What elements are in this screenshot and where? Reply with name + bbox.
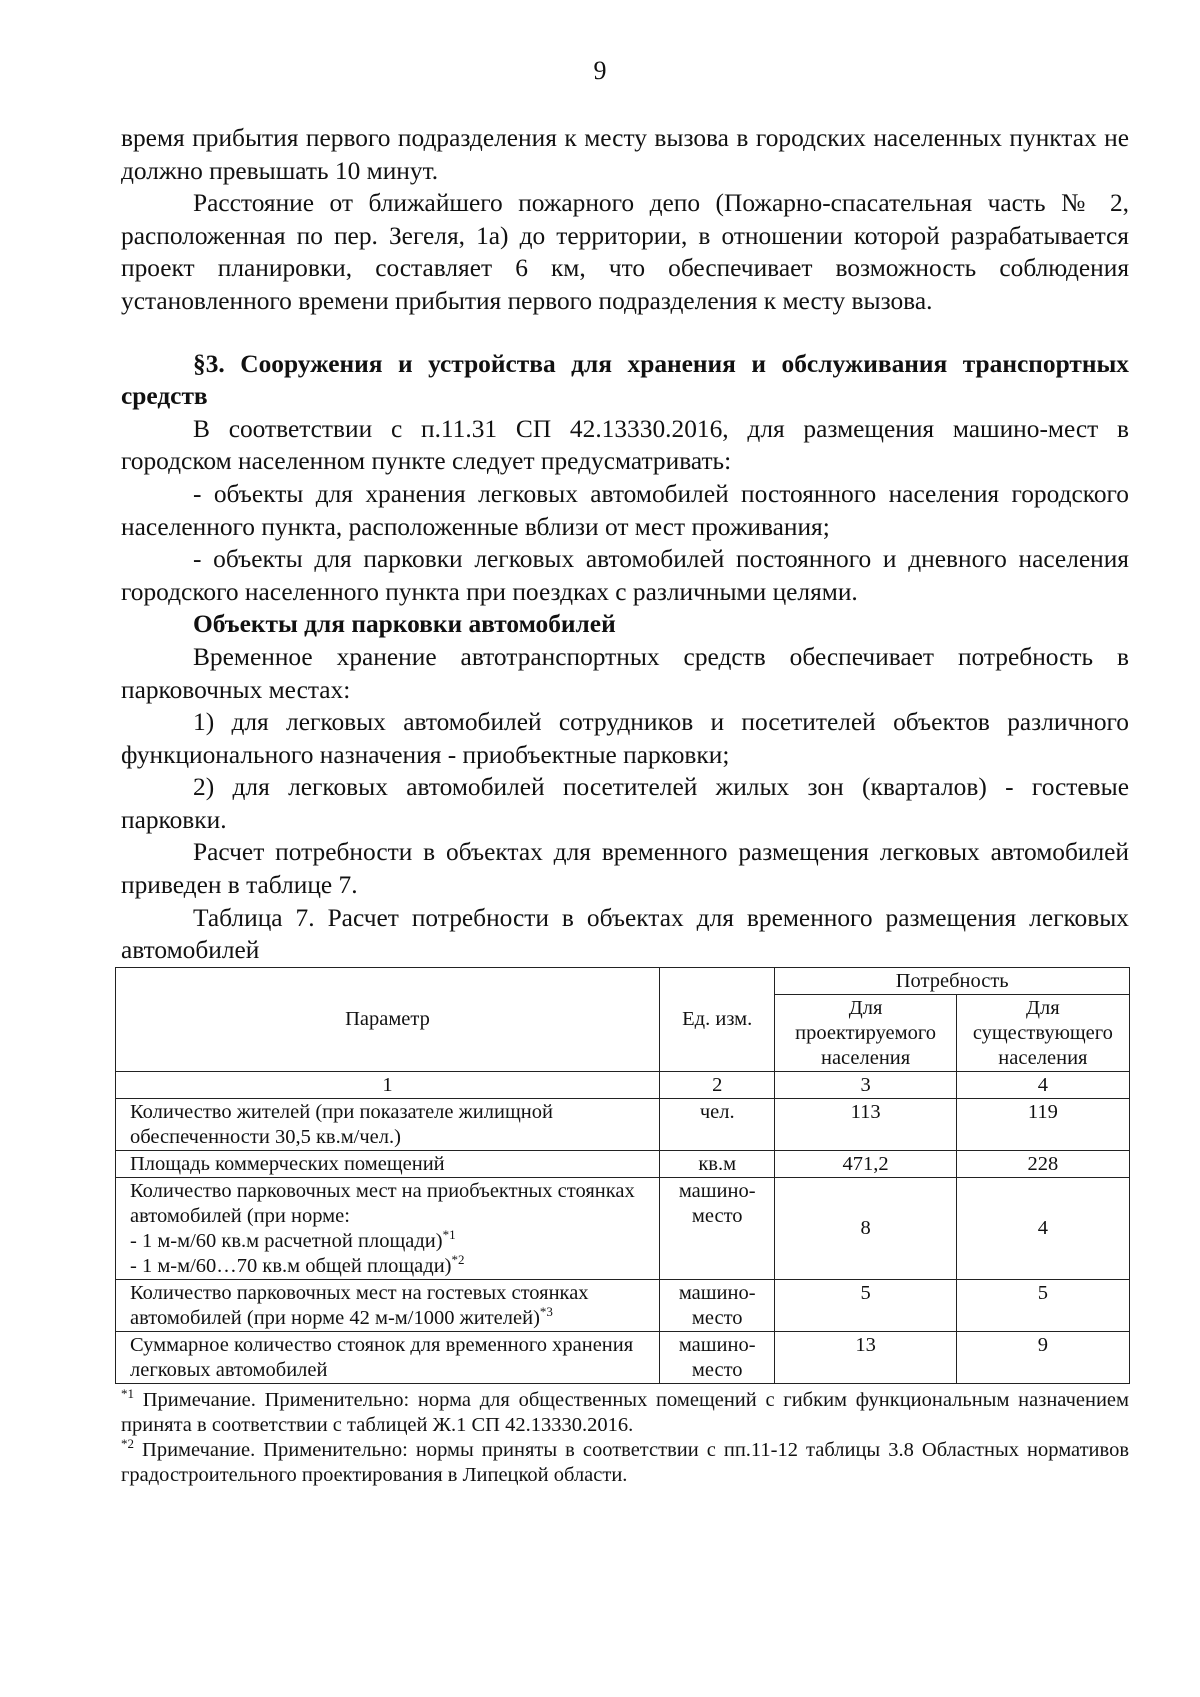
footnote-mark: *2 xyxy=(451,1252,465,1268)
header-param: Параметр xyxy=(116,967,660,1071)
paragraph-arrival-time: время прибытия первого подразделения к месту вызова в городских населенных пунктах не должно превышать 10 минут. xyxy=(121,124,1129,185)
page-number: 9 xyxy=(593,56,607,85)
footnote-2 xyxy=(121,1438,1129,1488)
row-commercial-exist: 228 xyxy=(956,1150,1129,1177)
row-residents-proj: 113 xyxy=(775,1098,956,1150)
document-body xyxy=(121,122,1129,1488)
header-need: Потребность xyxy=(775,967,1130,994)
row-total-unit: машино-место xyxy=(659,1331,774,1383)
paragraph-calculation: Расчет потребности в объектах для временного размещения легковых автомобилей приведен в таблице 7. xyxy=(121,838,1129,900)
footnotes xyxy=(121,1388,1129,1488)
row-residents-param: Количество жителей (при показателе жилищной обеспеченности 30,5 кв.м/чел.) xyxy=(116,1098,660,1150)
paragraph-regulation: В соответствии с п.11.31 СП 42.13330.2016, для размещения машино-мест в городском населенном пункте следует предусматривать: xyxy=(121,414,1129,476)
row-commercial-unit: кв.м xyxy=(659,1150,774,1177)
col-number-3: 3 xyxy=(775,1071,956,1098)
row-total-proj: 13 xyxy=(775,1331,956,1383)
row-object-parking-line1: Количество парковочных мест на приобъектных стоянках автомобилей (при норме: xyxy=(130,1179,635,1227)
footnote-1-text: Примечание. Применительно: норма для общественных помещений с гибким функциональным назначением принята в соответствии с таблицей Ж.1 СП 42.13330.2016. xyxy=(121,1388,1129,1436)
footnote-mark: *1 xyxy=(442,1227,456,1243)
paragraph-storage-objects: - объекты для хранения легковых автомобилей постоянного населения городского населенного пункта, расположенные вблизи от мест проживания; xyxy=(121,479,1129,541)
row-commercial-param: Площадь коммерческих помещений xyxy=(116,1150,660,1177)
row-guest-parking-proj: 5 xyxy=(775,1279,956,1331)
table-number-row xyxy=(116,1071,1130,1098)
row-guest-parking-text: Количество парковочных мест на гостевых стоянках автомобилей (при норме 42 м-м/1000 жителей) xyxy=(130,1281,589,1329)
table-row xyxy=(116,1279,1130,1331)
col-number-1: 1 xyxy=(116,1071,660,1098)
row-residents-unit: чел. xyxy=(659,1098,774,1150)
paragraph-item-1: 1) для легковых автомобилей сотрудников и посетителей объектов различного функционального назначения - приобъектные парковки; xyxy=(121,708,1129,769)
row-total-param: Суммарное количество стоянок для временного хранения легковых автомобилей xyxy=(116,1331,660,1383)
header-exist: Для существующего населения xyxy=(956,994,1129,1071)
row-object-parking-line2: - 1 м-м/60 кв.м расчетной площади) xyxy=(130,1229,443,1252)
row-object-parking-unit: машино-место xyxy=(659,1177,774,1279)
footnote-mark: *2 xyxy=(121,1436,134,1452)
subheading-parking: Объекты для парковки автомобилей xyxy=(193,610,616,639)
header-unit: Ед. изм. xyxy=(659,967,774,1071)
footnote-1 xyxy=(121,1388,1129,1438)
row-object-parking-exist: 4 xyxy=(956,1177,1129,1279)
table-row xyxy=(116,1331,1130,1383)
parking-table xyxy=(115,967,1130,1384)
row-total-exist: 9 xyxy=(956,1331,1129,1383)
table-row xyxy=(116,1177,1130,1279)
table-row xyxy=(116,1150,1130,1177)
row-guest-parking-exist: 5 xyxy=(956,1279,1129,1331)
table-header-row xyxy=(116,967,1130,994)
header-proj: Для проектируемого населения xyxy=(775,994,956,1071)
row-residents-exist: 119 xyxy=(956,1098,1129,1150)
paragraph-temporary-storage: Временное хранение автотранспортных средств обеспечивает потребность в парковочных местах: xyxy=(121,642,1129,704)
paragraph-item-2: 2) для легковых автомобилей посетителей жилых зон (кварталов) - гостевые парковки. xyxy=(121,773,1129,834)
row-object-parking-proj: 8 xyxy=(775,1177,956,1279)
footnote-2-text: Примечание. Применительно: нормы приняты в соответствии с пп.11-12 таблицы 3.8 Областных нормативов градостроительного проектирования в Липецкой области. xyxy=(121,1438,1129,1486)
col-number-4: 4 xyxy=(956,1071,1129,1098)
footnote-mark: *1 xyxy=(121,1386,134,1402)
paragraph-parking-objects: - объекты для парковки легковых автомобилей постоянного и дневного населения городского населенного пункта при поездках с различными целями. xyxy=(121,545,1129,606)
paragraph-fire-depot: Расстояние от ближайшего пожарного депо (Пожарно-спасательная часть № 2, расположенная по пер. Зегеля, 1а) до территории, в отношении которой разрабатывается проект планировки, составляет 6 км, что обеспечивает возможность соблюдения установленного времени прибытия первого подразделения к месту вызова. xyxy=(121,189,1129,315)
row-guest-parking-unit: машино-место xyxy=(659,1279,774,1331)
footnote-mark: *3 xyxy=(539,1304,553,1320)
section-heading: §3. Сооружения и устройства для хранения и обслуживания транспортных средств xyxy=(121,349,1129,411)
table-caption: Таблица 7. Расчет потребности в объектах для временного размещения легковых автомобилей xyxy=(121,903,1129,965)
table-row xyxy=(116,1098,1130,1150)
row-commercial-proj: 471,2 xyxy=(775,1150,956,1177)
col-number-2: 2 xyxy=(659,1071,774,1098)
row-object-parking-line3: - 1 м-м/60…70 кв.м общей площади) xyxy=(130,1254,452,1277)
row-guest-parking-param xyxy=(116,1279,660,1331)
row-object-parking-param xyxy=(116,1177,660,1279)
